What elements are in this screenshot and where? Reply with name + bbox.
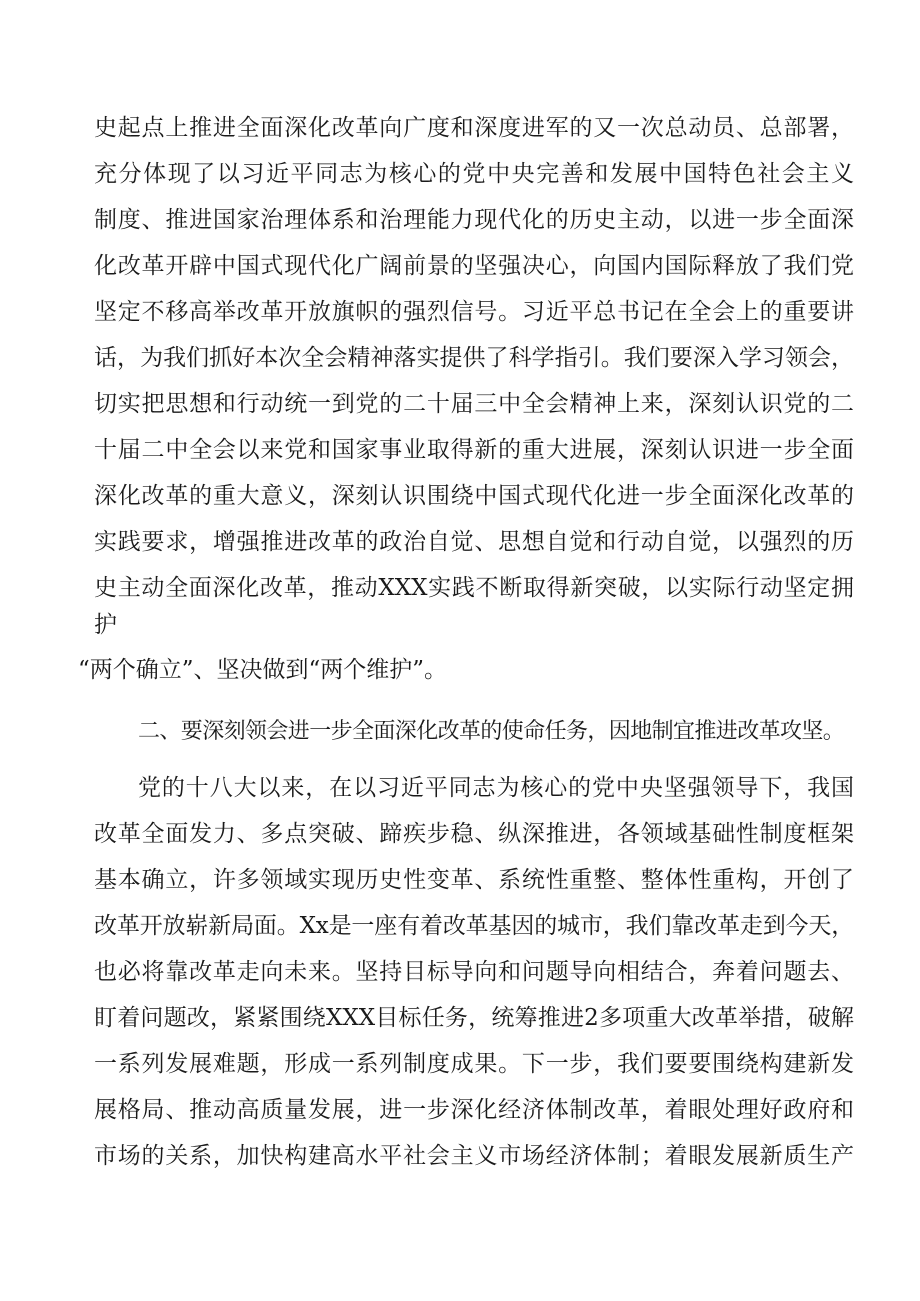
paragraph-line: 党的十八大以来，在以习近平同志为核心的党中央坚强领导下，我国 xyxy=(138,775,854,801)
paragraph-line: 展格局、推动高质量发展，进一步深化经济体制改革，着眼处理好政府和 xyxy=(94,1097,854,1123)
paragraph-line: 改革开放崭新局面。Xx是一座有着改革基因的城市，我们靠改革走到今天， xyxy=(94,913,854,939)
paragraph-line: 盯着问题改，紧紧围绕XXX目标任务，统筹推进2多项重大改革举措，破解 xyxy=(94,1005,854,1031)
paragraph-line: 也必将靠改革走向未来。坚持目标导向和问题导向相结合，奔着问题去、 xyxy=(94,959,854,985)
paragraph-line: 话，为我们抓好本次全会精神落实提供了科学指引。我们要深入学习领会， xyxy=(94,345,854,371)
paragraph-line: 切实把思想和行动统一到党的二十届三中全会精神上来，深刻认识党的二 xyxy=(94,391,854,417)
paragraph-line: 充分体现了以习近平同志为核心的党中央完善和发展中国特色社会主义 xyxy=(94,161,854,187)
paragraph-line: 化改革开辟中国式现代化广阔前景的坚强决心，向国内国际释放了我们党 xyxy=(94,253,854,279)
paragraph-line: 市场的关系，加快构建高水平社会主义市场经济体制；着眼发展新质生产 xyxy=(94,1143,854,1169)
paragraph-line: 十届二中全会以来党和国家事业取得新的重大进展，深刻认识进一步全面 xyxy=(94,437,854,463)
paragraph-line: 实践要求，增强推进改革的政治自觉、思想自觉和行动自觉，以强烈的历 xyxy=(94,529,854,555)
paragraph-line: 一系列发展难题，形成一系列制度成果。下一步，我们要要围绕构建新发 xyxy=(94,1051,854,1077)
paragraph-line: “两个确立”、坚决做到“两个维护”。 xyxy=(78,657,448,683)
paragraph-line: 坚定不移高举改革开放旗帜的强烈信号。习近平总书记在全会上的重要讲 xyxy=(94,299,854,325)
paragraph-line: 史起点上推进全面深化改革向广度和深度进军的又一次总动员、总部署， xyxy=(94,115,854,141)
paragraph-line: 史主动全面深化改革，推动XXX实践不断取得新突破，以实际行动坚定拥 xyxy=(94,575,854,601)
paragraph-line: 改革全面发力、多点突破、蹄疾步稳、纵深推进，各领域基础性制度框架 xyxy=(94,821,854,847)
paragraph-line: 深化改革的重大意义，深刻认识围绕中国式现代化进一步全面深化改革的 xyxy=(94,483,854,509)
section-heading: 二、要深刻领会进一步全面深化改革的使命任务，因地制宜推进改革攻坚。 xyxy=(138,719,845,744)
paragraph-line: 基本确立，许多领域实现历史性变革、系统性重整、整体性重构，开创了 xyxy=(94,867,854,893)
paragraph-line: 护 xyxy=(94,612,117,638)
paragraph-line: 制度、推进国家治理体系和治理能力现代化的历史主动，以进一步全面深 xyxy=(94,207,854,233)
